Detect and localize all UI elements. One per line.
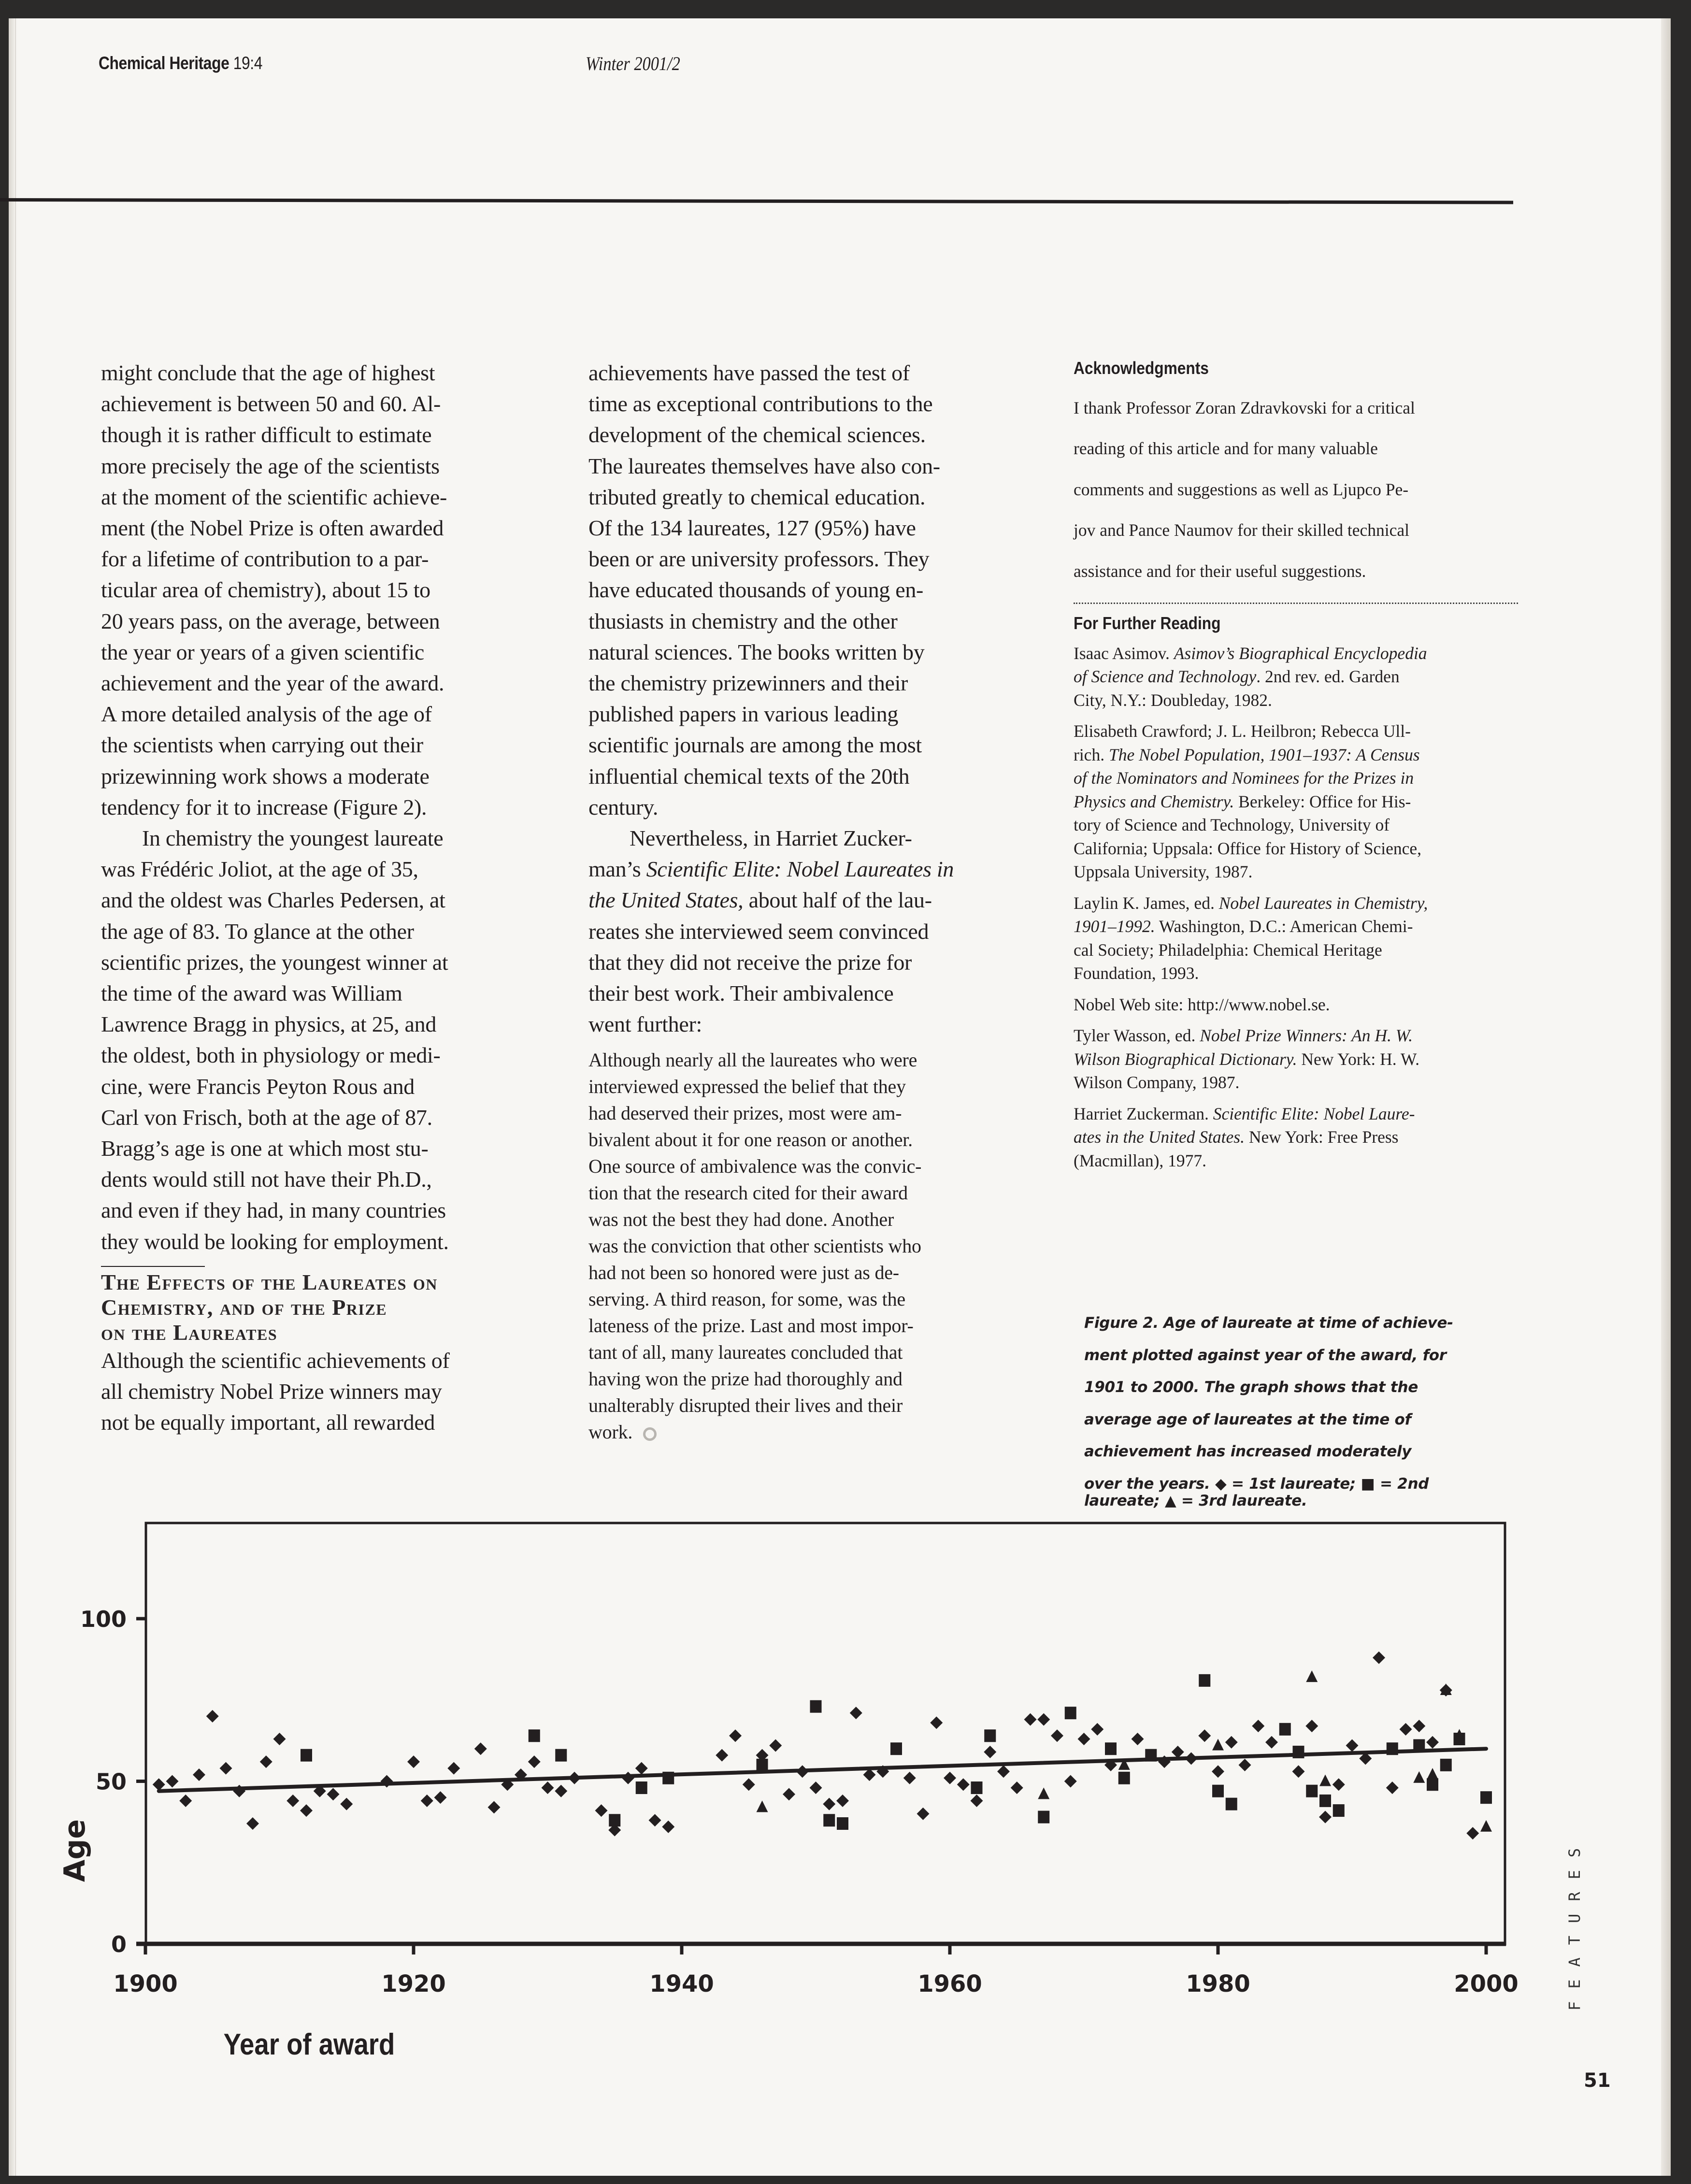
text-line: was the conviction that other scientists who — [588, 1235, 921, 1257]
text-span: Isaac Asimov. — [1074, 643, 1174, 663]
square-marker — [890, 1742, 902, 1755]
text-span: Tyler Wasson, ed. — [1074, 1026, 1200, 1045]
diamond-marker — [743, 1778, 755, 1791]
book-title: Nobel Prize Winners: An H. W. — [1200, 1026, 1413, 1045]
triangle-marker — [1319, 1775, 1331, 1786]
diamond-marker — [434, 1791, 447, 1804]
square-marker — [1480, 1791, 1492, 1804]
triangle-marker — [1480, 1820, 1492, 1832]
y-tick-label: 100 — [80, 1606, 127, 1632]
section-label: FEATURES — [1565, 1835, 1584, 2011]
diamond-marker — [300, 1804, 313, 1817]
square-marker — [301, 1749, 312, 1762]
square-marker — [609, 1814, 620, 1826]
text-span: California; Uppsala: Office for History of Science, — [1074, 838, 1421, 858]
diamond-marker — [1024, 1713, 1037, 1726]
diamond-marker — [836, 1795, 849, 1807]
text-line: the time of the award was William — [101, 981, 402, 1006]
text-span: laureate; — [1084, 1492, 1165, 1509]
diamond-marker — [1265, 1736, 1278, 1749]
diamond-marker — [1413, 1720, 1425, 1732]
text-span: Laylin K. James, ed. — [1074, 893, 1219, 913]
journal-issue: 19:4 — [233, 53, 262, 73]
square-marker — [1306, 1785, 1318, 1797]
text-line: assistance and for their useful suggestions. — [1074, 561, 1366, 581]
text-line: had not been so honored were just as de- — [588, 1262, 899, 1284]
text-line: achievement is between 50 and 60. Al- — [101, 391, 441, 417]
text-line: for a lifetime of contribution to a par- — [101, 546, 429, 572]
book-title: Asimov’s Biographical Encyclopedia — [1174, 643, 1427, 663]
diamond-marker — [622, 1772, 634, 1784]
text-span: tory of Science and Technology, University of — [1074, 815, 1390, 834]
text-line: time as exceptional contributions to the — [588, 391, 933, 417]
diamond-marker — [635, 1762, 648, 1775]
square-marker — [757, 1759, 768, 1771]
text-line: that they did not receive the prize for — [588, 949, 912, 975]
diamond-marker — [662, 1821, 674, 1833]
text-line: been or are university professors. They — [588, 546, 930, 572]
square-marker — [1427, 1778, 1438, 1791]
diamond-marker — [1172, 1746, 1184, 1758]
text-line: Nevertheless, in Harriet Zucker- — [630, 826, 912, 851]
diamond-marker — [1252, 1720, 1264, 1732]
text-line: not be equally important, all rewarded — [101, 1410, 435, 1435]
text-span: (Macmillan), 1977. — [1074, 1150, 1207, 1170]
text-line: tant of all, many laureates concluded that — [588, 1341, 903, 1364]
diamond-marker — [179, 1795, 192, 1807]
x-tick-label: 2000 — [1454, 1970, 1519, 1997]
text-line: and the oldest was Charles Pedersen, at — [101, 888, 445, 913]
square-marker — [1440, 1759, 1452, 1771]
text-line: at the moment of the scientific achieve- — [101, 484, 447, 509]
text-line: lateness of the prize. Last and most impor- — [588, 1315, 914, 1337]
text-span: Harriet Zuckerman. — [1074, 1104, 1213, 1123]
text-line: all chemistry Nobel Prize winners may — [101, 1379, 442, 1404]
diamond-marker — [568, 1772, 581, 1784]
x-tick-label: 1940 — [649, 1970, 714, 1997]
diamond-marker — [1319, 1811, 1332, 1824]
book-title: Nobel Laureates in Chemistry, — [1218, 893, 1428, 913]
text-line: average age of laureates at the time of — [1084, 1410, 1411, 1428]
text-line: the oldest, both in physiology or medi- — [101, 1043, 441, 1068]
diamond-marker — [474, 1742, 487, 1755]
diamond-marker — [1346, 1739, 1359, 1752]
diamond-marker — [447, 1762, 460, 1775]
square-marker — [636, 1782, 647, 1794]
text-line: the scientists when carrying out their — [101, 733, 423, 758]
book-title: Wilson Biographical Dictionary. — [1074, 1049, 1297, 1069]
text-line: scientific prizes, the youngest winner at — [101, 949, 448, 975]
diamond-marker — [1132, 1733, 1144, 1745]
book-title: Physics and Chemistry. — [1074, 791, 1234, 811]
text-span: . 2nd rev. ed. Garden — [1256, 667, 1400, 686]
text-line: A more detailed analysis of the age of — [101, 702, 432, 727]
text-line: scientific journals are among the most — [588, 733, 922, 758]
diamond-marker — [1198, 1729, 1211, 1742]
triangle-marker — [1038, 1787, 1049, 1799]
text-span: City, N.Y.: Doubleday, 1982. — [1074, 690, 1272, 710]
diamond-marker — [1333, 1778, 1345, 1791]
square-marker — [1105, 1742, 1117, 1755]
diamond-marker — [273, 1733, 286, 1745]
book-title: ates in the United States. — [1074, 1127, 1245, 1147]
text-span: cal Society; Philadelphia: Chemical Heritage — [1074, 940, 1382, 960]
diamond-marker — [542, 1782, 554, 1794]
text-line: they would be looking for employment. — [101, 1229, 449, 1254]
text-span: New York: Free Press — [1244, 1127, 1399, 1147]
square-marker — [1279, 1723, 1291, 1736]
further-reading-heading: For Further Reading — [1074, 613, 1221, 633]
square-marker — [1387, 1742, 1398, 1755]
square-marker — [1293, 1746, 1304, 1758]
text-line: natural sciences. The books written by — [588, 639, 925, 664]
text-line: The laureates themselves have also con- — [588, 453, 940, 478]
diamond-marker — [1011, 1782, 1023, 1794]
diamond-marker — [595, 1804, 608, 1817]
diamond-marker — [850, 1707, 862, 1719]
square-marker — [1199, 1674, 1210, 1687]
square-marker — [529, 1729, 540, 1742]
page-number: 51 — [1584, 2069, 1611, 2092]
text-line: The Effects of the Laureates on — [101, 1269, 438, 1294]
text-span: New York: H. W. — [1297, 1049, 1419, 1069]
text-span: Elisabeth Crawford; J. L. Heilbron; Rebecca Ull- — [1074, 721, 1411, 741]
diamond-marker — [1373, 1652, 1385, 1664]
text-line: influential chemical texts of the 20th — [588, 763, 910, 789]
diamond-marker — [930, 1716, 943, 1729]
text-line: dents would still not have their Ph.D., — [101, 1167, 432, 1192]
square-marker — [984, 1729, 996, 1742]
text-line: Carl von Frisch, both at the age of 87. — [101, 1105, 432, 1130]
legend-label: = 2nd — [1375, 1475, 1429, 1493]
text-line: development of the chemical sciences. — [588, 422, 926, 447]
text-span: over the years. — [1084, 1475, 1215, 1493]
triangle-marker — [1306, 1670, 1318, 1682]
legend-label: = 1st laureate; — [1226, 1475, 1361, 1493]
triangle-marker — [1212, 1739, 1224, 1750]
text-line: achievement has increased moderately — [1084, 1443, 1412, 1460]
diamond-marker — [1078, 1733, 1090, 1745]
diamond-marker — [997, 1765, 1010, 1778]
diamond-marker — [823, 1798, 835, 1810]
diamond-marker — [206, 1710, 219, 1723]
legend-label: = 3rd laureate. — [1176, 1492, 1307, 1509]
text-line: bivalent about it for one reason or another. — [588, 1129, 913, 1151]
diamond-marker — [957, 1778, 970, 1791]
diamond-marker — [1051, 1729, 1063, 1742]
book-title: the United States, — [588, 888, 744, 913]
square-marker — [1118, 1772, 1130, 1784]
diamond-marker — [327, 1788, 340, 1800]
square-marker — [1226, 1798, 1237, 1810]
text-line: prizewinning work shows a moderate — [101, 763, 430, 789]
diamond-marker — [1225, 1736, 1238, 1749]
square-marker — [1319, 1795, 1331, 1807]
text-line: I thank Professor Zoran Zdravkovski for a critical — [1074, 398, 1415, 417]
diamond-marker — [246, 1817, 259, 1830]
book-title: of the Nominators and Nominees for the Prizes in — [1074, 768, 1414, 788]
diamond-marker — [555, 1785, 567, 1797]
acknowledgments-heading: Acknowledgments — [1074, 358, 1209, 378]
text-line: Chemistry, and of the Prize — [101, 1294, 387, 1320]
text-line: Lawrence Bragg in physics, at 25, and — [101, 1012, 437, 1037]
y-tick-label: 50 — [95, 1768, 127, 1795]
diamond-marker — [166, 1775, 179, 1788]
triangle-marker — [1427, 1768, 1438, 1780]
diamond-marker — [1426, 1736, 1439, 1749]
diamond-marker — [488, 1801, 501, 1813]
diamond-marker — [729, 1729, 742, 1742]
diamond-marker — [769, 1739, 782, 1752]
square-marker — [1038, 1811, 1049, 1824]
text-line: In chemistry the youngest laureate — [142, 826, 444, 851]
text-span: Berkeley: Office for His- — [1234, 791, 1411, 811]
square-icon: ■ — [1361, 1475, 1375, 1493]
text-line: went further: — [588, 1012, 702, 1037]
diamond-marker — [220, 1762, 232, 1775]
diamond-marker — [984, 1746, 996, 1758]
diamond-marker — [1064, 1775, 1077, 1788]
diamond-marker — [1037, 1713, 1050, 1726]
square-marker — [662, 1772, 674, 1784]
square-marker — [823, 1814, 835, 1826]
text-line: century. — [588, 794, 659, 819]
diamond-marker — [528, 1755, 541, 1768]
diamond-marker — [810, 1782, 822, 1794]
journal-title: Chemical Heritage — [99, 53, 229, 73]
text-line: the chemistry prizewinners and their — [588, 671, 908, 696]
text-span: Washington, D.C.: American Chemi- — [1155, 917, 1413, 936]
diamond-marker — [1239, 1759, 1251, 1771]
text-line: jov and Pance Naumov for their skilled technical — [1074, 520, 1409, 540]
diamond-marker — [1466, 1827, 1479, 1839]
running-header-date: Winter 2001/2 — [586, 53, 680, 74]
diamond-marker — [287, 1795, 299, 1807]
book-title: The Nobel Population, 1901–1937: A Census — [1108, 745, 1420, 764]
text-line: tendency for it to increase (Figure 2). — [101, 794, 427, 819]
text-line: their best work. Their ambivalence — [588, 981, 894, 1006]
diamond-marker — [153, 1778, 165, 1791]
diamond-marker — [1212, 1765, 1224, 1778]
text-line: was not the best they had done. Another — [588, 1208, 894, 1231]
text-line: the age of 83. To glance at the other — [101, 919, 414, 944]
diamond-marker — [917, 1808, 930, 1820]
diamond-marker — [421, 1795, 433, 1807]
square-marker — [1145, 1749, 1157, 1762]
text-line: comments and suggestions as well as Ljupco Pe- — [1074, 479, 1409, 499]
text-line: Although the scientific achievements of — [101, 1348, 450, 1373]
square-marker — [1065, 1707, 1076, 1719]
diamond-marker — [971, 1795, 983, 1807]
text-line: Of the 134 laureates, 127 (95%) have — [588, 516, 916, 541]
text-span: Wilson Company, 1987. — [1074, 1073, 1240, 1092]
text-line: though it is rather difficult to estimate — [101, 422, 432, 447]
diamond-marker — [407, 1755, 420, 1768]
text-line: work. — [588, 1419, 1023, 1445]
triangle-marker — [757, 1800, 768, 1812]
text-line: thusiasts in chemistry and the other — [588, 608, 898, 633]
square-marker — [971, 1782, 983, 1794]
diamond-marker — [1185, 1752, 1198, 1765]
text-span: Uppsala University, 1987. — [1074, 862, 1253, 881]
book-title: Scientific Elite: Nobel Laureates in — [646, 857, 954, 882]
diamond-marker — [193, 1768, 205, 1781]
book-title: of Science and Technology — [1074, 667, 1257, 686]
text-line: more precisely the age of the scientists — [101, 453, 440, 478]
x-tick-label: 1980 — [1186, 1970, 1250, 1997]
text-line: was Frédéric Joliot, at the age of 35, — [101, 857, 418, 882]
text-span: Nobel Web site: http://www.nobel.se. — [1074, 994, 1330, 1014]
diamond-marker — [649, 1814, 661, 1826]
trend-line — [159, 1749, 1486, 1791]
square-marker — [1413, 1739, 1425, 1752]
y-tick-label: 0 — [111, 1931, 127, 1957]
x-tick-label: 1960 — [917, 1970, 982, 1997]
text-line: reates she interviewed seem convinced — [588, 919, 929, 944]
triangle-icon: ▲ — [1164, 1492, 1176, 1509]
diamond-marker — [783, 1788, 795, 1800]
text-line: having won the prize had thoroughly and — [588, 1368, 903, 1390]
text-line: ment (the Nobel Prize is often awarded — [101, 516, 444, 541]
text-span: rich. — [1074, 745, 1109, 764]
text-line: and even if they had, in many countries — [101, 1198, 446, 1223]
text-line: achievement and the year of the award. — [101, 671, 444, 696]
text-span: Foundation, 1993. — [1074, 963, 1199, 983]
diamond-marker — [1400, 1723, 1412, 1736]
text-line: ticular area of chemistry), about 15 to — [101, 577, 430, 603]
diamond-marker — [1091, 1723, 1103, 1736]
text-span: about half of the lau- — [743, 888, 932, 913]
x-tick-label: 1920 — [381, 1970, 446, 1997]
diamond-marker — [796, 1765, 809, 1778]
diamond-marker — [903, 1772, 916, 1784]
text-span: man’s — [588, 857, 646, 882]
text-line: unalterably disrupted their lives and their — [588, 1394, 903, 1417]
square-marker — [837, 1817, 848, 1830]
text-line: 1901 to 2000. The graph shows that the — [1084, 1379, 1418, 1396]
square-marker — [810, 1700, 822, 1713]
text-line: tion that the research cited for their award — [588, 1182, 908, 1204]
text-line: ment plotted against year of the award, for — [1084, 1346, 1447, 1364]
x-axis-title: Year of award — [223, 2027, 395, 2061]
square-marker — [1333, 1804, 1345, 1817]
text-line: Figure 2. Age of laureate at time of achieve- — [1084, 1314, 1453, 1332]
text-line: cine, were Francis Peyton Rous and — [101, 1074, 415, 1099]
triangle-marker — [1413, 1771, 1425, 1783]
text-line: the year or years of a given scientific — [101, 639, 425, 664]
square-marker — [1212, 1785, 1224, 1797]
book-title: Scientific Elite: Nobel Laure- — [1213, 1104, 1415, 1123]
diamond-marker — [716, 1749, 728, 1762]
text-line: serving. A third reason, for some, was the — [588, 1288, 905, 1310]
diamond-marker — [260, 1755, 272, 1768]
text-line: 20 years pass, on the average, between — [101, 608, 440, 633]
square-marker — [555, 1749, 567, 1762]
text-line: published papers in various leading — [588, 702, 899, 727]
diamond-marker — [944, 1772, 956, 1784]
text-line: had deserved their prizes, most were am- — [588, 1102, 902, 1124]
text-line: Although nearly all the laureates who were — [588, 1049, 917, 1071]
diamond-marker — [1386, 1782, 1399, 1794]
diamond-marker — [1292, 1765, 1305, 1778]
text-line: reading of this article and for many valuable — [1074, 439, 1378, 458]
text-line: might conclude that the age of highest — [101, 360, 435, 385]
book-title: 1901–1992. — [1074, 917, 1155, 936]
text-line: on the Laureates — [101, 1320, 278, 1345]
plot-frame — [146, 1523, 1505, 1944]
x-tick-label: 1900 — [113, 1970, 178, 1997]
text-line: interviewed expressed the belief that they — [588, 1076, 906, 1098]
text-line: achievements have passed the test of — [588, 360, 910, 385]
text-line: Bragg’s age is one at which most stu- — [101, 1136, 429, 1161]
text-line: have educated thousands of young en- — [588, 577, 924, 603]
diamond-marker — [340, 1798, 353, 1810]
text-line: One source of ambivalence was the convic- — [588, 1155, 922, 1178]
diamond-icon: ◆ — [1215, 1475, 1227, 1493]
diamond-marker — [1305, 1720, 1318, 1732]
y-axis-title: Age — [58, 1819, 92, 1882]
text-line: tributed greatly to chemical education. — [588, 484, 926, 509]
